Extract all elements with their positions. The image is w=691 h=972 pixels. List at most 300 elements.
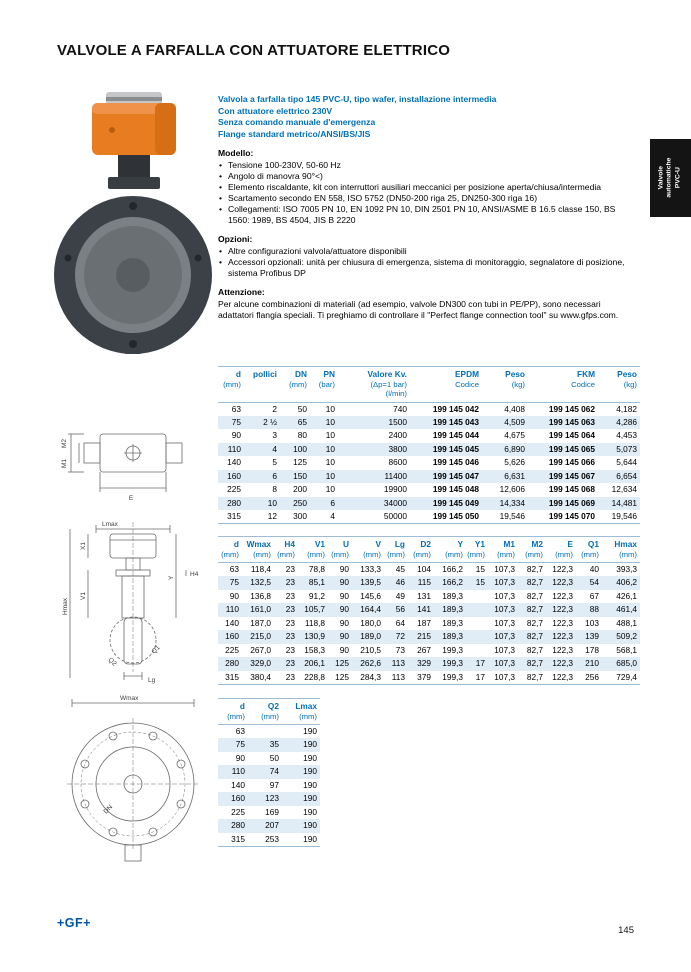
order-data-table: [218, 366, 640, 524]
dim-label-h4: H4: [190, 571, 199, 578]
column-header: V1 (mm): [307, 539, 325, 559]
table-cell: 49: [395, 590, 405, 601]
table-cell: 190: [303, 793, 317, 803]
table-header-row: [218, 699, 320, 725]
heading-line: Valvola a farfalla tipo 145 PVC-U, tipo wafer, installazione intermedia: [218, 94, 497, 104]
table-cell: 160: [225, 631, 239, 641]
table-cell: 206,1: [304, 658, 325, 668]
table-cell: 122,3: [552, 644, 573, 655]
table-cell: 118,4: [250, 564, 271, 574]
table-cell: 46: [395, 577, 405, 587]
table-cell: 122,3: [552, 564, 573, 574]
dim-label-dn: DN: [102, 803, 115, 816]
table-cell: 113: [391, 658, 405, 668]
table-cell: 189,0: [360, 631, 381, 641]
q2-lmax-table: [218, 698, 320, 847]
table-cell: 107,3: [494, 658, 515, 668]
table-row: [218, 576, 640, 590]
table-cell: 91,2: [308, 590, 325, 601]
list-item: • Scartamento secondo EN 558, ISO 5752 (DN50-200 riga 25, DN250-300 riga 16): [218, 193, 636, 204]
page-number: 145: [618, 925, 634, 936]
table-cell: 140: [227, 457, 241, 467]
table-cell: 107,3: [494, 617, 515, 628]
sidebar-tab-line: automatiche: [666, 157, 674, 199]
table-cell: 199 145 045: [432, 443, 479, 454]
table-row: [218, 443, 640, 457]
table-cell: 122,3: [552, 577, 573, 587]
table-row: [218, 590, 640, 604]
table-cell: 12: [267, 511, 277, 521]
column-header: H4 (mm): [277, 539, 295, 559]
dim-label-lmax: Lmax: [102, 521, 118, 528]
table-cell: 189,3: [442, 604, 463, 614]
table-cell: 190: [303, 739, 317, 749]
table-cell: 90: [339, 644, 349, 655]
table-row: [218, 725, 320, 739]
sidebar-tab[interactable]: [650, 139, 691, 217]
valve-photo-graphic: [54, 88, 212, 363]
table-cell: 56: [395, 604, 405, 614]
table-cell: 199 145 067: [548, 470, 595, 481]
table-cell: 105,7: [304, 604, 325, 614]
table-cell: 4,286: [616, 416, 637, 427]
table-cell: 199 145 050: [432, 511, 479, 521]
table-cell: 90: [339, 577, 349, 587]
column-header: Y (mm): [445, 539, 463, 559]
table-cell: 10: [325, 484, 335, 494]
table-cell: 284,3: [360, 671, 381, 682]
list-item: • Angolo di manovra 90°<): [218, 171, 636, 182]
column-header: pollici: [253, 369, 277, 379]
table-cell: 23: [285, 604, 295, 614]
table-cell: 141: [417, 604, 431, 614]
table-cell: 6,631: [504, 470, 525, 481]
table-cell: 125: [293, 457, 307, 467]
table-cell: 82,7: [526, 644, 543, 655]
table-cell: 145,6: [360, 590, 381, 601]
table-cell: 207: [265, 820, 279, 830]
list-item: • Elemento riscaldante, kit con interruttori ausiliari meccanici per posizione aperta/chiusa/intermedia: [218, 182, 636, 193]
table-cell: 6,890: [504, 443, 525, 454]
table-cell: 140: [231, 779, 245, 790]
column-header: E (mm): [555, 539, 573, 559]
table-cell: 19,546: [611, 511, 637, 521]
table-cell: 45: [395, 564, 405, 574]
table-cell: 104: [417, 564, 431, 574]
table-cell: 225: [225, 644, 239, 655]
column-header: EPDM Codice: [455, 369, 479, 389]
table-cell: 67: [589, 590, 599, 601]
list-item: • Tensione 100-230V, 50-60 Hz: [218, 160, 636, 171]
table-cell: 5: [272, 457, 277, 467]
table-cell: 90: [235, 752, 245, 763]
table-cell: 199 145 066: [548, 457, 595, 467]
table-cell: 406,2: [616, 577, 637, 587]
table-row: [218, 617, 640, 631]
table-row: [218, 657, 640, 671]
table-cell: 8: [272, 484, 277, 494]
table-row: [218, 603, 640, 617]
column-header: d (mm): [223, 369, 241, 389]
table-cell: [466, 617, 488, 631]
table-row: [218, 429, 640, 443]
heading-line: Senza comando manuale d'emergenza: [218, 117, 376, 127]
table-cell: 90: [339, 604, 349, 614]
column-header: U (mm): [331, 539, 349, 559]
table-cell: 82,7: [526, 631, 543, 641]
table-cell: [248, 725, 282, 739]
table-cell: 380,4: [250, 671, 271, 682]
table-cell: 250: [293, 497, 307, 508]
product-photo: [54, 88, 212, 363]
table-row: [218, 752, 320, 766]
table-cell: 107,3: [494, 604, 515, 614]
column-header: Q2 (mm): [261, 701, 279, 721]
table-cell: 82,7: [526, 604, 543, 614]
table-cell: [466, 590, 488, 604]
sidebar-tab-line: Valvole: [657, 166, 665, 190]
dimension-drawing-side: [58, 520, 208, 695]
table-cell: 11400: [384, 470, 407, 481]
table-cell: 2400: [388, 430, 407, 440]
table-cell: 97: [269, 779, 279, 790]
table-cell: 131: [417, 590, 431, 601]
table-cell: 107,3: [494, 564, 515, 574]
column-header: DN (mm): [289, 369, 307, 389]
table-cell: 6,654: [616, 470, 637, 481]
table-cell: 100: [293, 443, 307, 454]
dim-label-v1: V1: [80, 592, 87, 600]
table-cell: 267: [417, 644, 431, 655]
table-cell: 63: [231, 403, 241, 414]
table-cell: 5,644: [616, 457, 637, 467]
table-cell: 166,2: [442, 577, 463, 587]
opzioni-label: Opzioni:: [218, 234, 253, 244]
drawing-face-graphic: [58, 692, 208, 864]
column-header: D2 (mm): [413, 539, 431, 559]
table-cell: 215,0: [250, 631, 271, 641]
table-row: [218, 792, 320, 806]
column-header: Lmax (mm): [295, 701, 317, 721]
dim-label-hmax: Hmax: [62, 598, 69, 615]
table-cell: 3: [272, 430, 277, 440]
table-cell: 164,4: [360, 604, 381, 614]
table-cell: 187: [417, 617, 431, 628]
table-cell: 190: [303, 766, 317, 776]
table-cell: 12,634: [611, 484, 637, 494]
table-cell: 103: [585, 617, 599, 628]
sidebar-tab-line: PVC-U: [674, 167, 682, 189]
table-cell: 5,626: [504, 457, 525, 467]
table-row: [218, 470, 640, 484]
table-cell: 75: [231, 416, 241, 427]
table-row: [218, 738, 320, 752]
table-cell: 10: [325, 443, 335, 454]
table-cell: 10: [325, 470, 335, 481]
table-cell: 267,0: [250, 644, 271, 655]
table-cell: 23: [285, 658, 295, 668]
list-item: • Collegamenti: ISO 7005 PN 10, EN 1092 PN 10, DIN 2501 PN 10, ANSI/ASME B 16.5 classe 150, BS 1560: 1989, BS 4504, JIS B 2220: [218, 204, 636, 226]
table-cell: 199 145 063: [548, 416, 595, 427]
table-cell: 64: [395, 617, 405, 628]
table-row: [218, 644, 640, 658]
sidebar-tab-label: [658, 158, 683, 198]
actuator: [92, 92, 176, 155]
column-header: Lg (mm): [387, 539, 405, 559]
table-cell: 122,3: [552, 631, 573, 641]
table-cell: 5,073: [616, 443, 637, 454]
table-cell: 90: [339, 631, 349, 641]
table-cell: [466, 644, 488, 658]
table-cell: 189,3: [442, 617, 463, 628]
table-cell: 23: [285, 671, 295, 682]
table-cell: 23: [285, 617, 295, 628]
dim-label-y: Y: [168, 575, 175, 580]
table-cell: 199 145 043: [432, 416, 479, 427]
table-cell: 199 145 046: [432, 457, 479, 467]
column-header: Q1 (mm): [581, 539, 599, 559]
table-cell: 118,8: [304, 617, 325, 628]
modello-label: Modello:: [218, 148, 254, 158]
table-header-row: [218, 367, 640, 403]
column-header: Hmax (mm): [614, 539, 637, 559]
table-cell: 82,7: [526, 577, 543, 587]
table-cell: 2 ½: [263, 416, 277, 427]
table-cell: 568,1: [616, 644, 637, 655]
table-cell: 729,4: [616, 671, 637, 682]
table-cell: 215: [417, 631, 431, 641]
table-cell: 23: [285, 644, 295, 655]
table-cell: 107,3: [494, 644, 515, 655]
table-row: [218, 765, 320, 779]
dim-label-e: E: [128, 495, 134, 502]
table-row: [218, 779, 320, 793]
table-cell: 199 145 048: [432, 484, 479, 494]
table-cell: 190: [303, 833, 317, 844]
table-cell: 19,546: [499, 511, 525, 521]
table-cell: 110: [231, 766, 245, 776]
table-cell: 107,3: [494, 631, 515, 641]
table-cell: 160: [231, 793, 245, 803]
table-cell: 50000: [383, 511, 407, 521]
table-cell: 4: [330, 511, 335, 521]
table-row: [218, 563, 640, 577]
table-cell: 189,3: [442, 631, 463, 641]
table-cell: 72: [395, 631, 405, 641]
product-description: [218, 94, 636, 321]
table-cell: 85,1: [308, 577, 325, 587]
dim-label-lg: Lg: [148, 677, 156, 684]
dim-label-x1: X1: [80, 542, 87, 550]
table-cell: 140: [225, 617, 239, 628]
table-cell: 3800: [388, 443, 407, 454]
table-cell: 75: [235, 739, 245, 749]
table-cell: 225: [231, 806, 245, 817]
table-cell: 82,7: [526, 617, 543, 628]
table-cell: 190: [303, 779, 317, 790]
table-row: [218, 806, 320, 820]
table-cell: 122,3: [552, 671, 573, 682]
table-cell: 4,182: [616, 403, 637, 414]
table-cell: 17: [475, 658, 485, 668]
valve-body: [54, 196, 212, 354]
table-cell: 315: [231, 833, 245, 844]
table-cell: 10: [325, 403, 335, 414]
column-header: Valore Kv. (Δp=1 bar) (l/min): [367, 369, 407, 398]
attenzione-label: Attenzione:: [218, 287, 265, 297]
table-cell: 90: [339, 564, 349, 574]
table-cell: 199 145 042: [432, 403, 479, 414]
table-cell: 40: [589, 564, 599, 574]
column-header: M2 (mm): [525, 539, 543, 559]
table-cell: 740: [393, 403, 407, 414]
table-cell: 63: [235, 726, 245, 736]
table-cell: 315: [225, 671, 239, 682]
table-cell: 280: [227, 497, 241, 508]
dim-label-wmax: Wmax: [120, 695, 139, 702]
table-cell: 14,481: [611, 497, 637, 508]
dimension-drawing-front: [58, 418, 208, 511]
column-header: M1 (mm): [497, 539, 515, 559]
product-heading: [218, 94, 636, 140]
column-header: d (mm): [221, 539, 239, 559]
table-cell: 199 145 049: [432, 497, 479, 508]
table-cell: 199 145 047: [432, 470, 479, 481]
table-cell: 75: [229, 577, 239, 587]
table-cell: 78,8: [308, 564, 325, 574]
table-cell: 166,2: [442, 564, 463, 574]
table-cell: 122,3: [552, 604, 573, 614]
table-cell: 133,3: [360, 564, 381, 574]
table-cell: 315: [227, 511, 241, 521]
table-cell: 82,7: [526, 658, 543, 668]
table-cell: 199 145 070: [548, 511, 595, 521]
table-cell: 10: [325, 416, 335, 427]
table-cell: 4,509: [504, 416, 525, 427]
heading-line: Con attuatore elettrico 230V: [218, 105, 333, 116]
table-cell: 199,3: [442, 671, 463, 682]
table-cell: 300: [293, 511, 307, 521]
table-cell: 115: [417, 577, 431, 587]
table-cell: 90: [229, 590, 239, 601]
table-cell: 253: [265, 833, 279, 844]
table-cell: 122,3: [552, 590, 573, 601]
table-row: [218, 671, 640, 685]
table-cell: 125: [335, 671, 349, 682]
table-cell: 34000: [383, 497, 407, 508]
table-cell: [466, 630, 488, 644]
table-cell: 262,6: [360, 658, 381, 668]
dim-label-m2: M2: [61, 438, 68, 448]
table-cell: 123: [265, 793, 279, 803]
table-cell: 2: [272, 403, 277, 414]
valve-neck: [108, 155, 160, 189]
table-cell: 50: [269, 752, 279, 763]
table-cell: 12,606: [499, 484, 525, 494]
table-row: [218, 497, 640, 511]
column-header: V (mm): [363, 539, 381, 559]
table-cell: 509,2: [616, 631, 637, 641]
table-cell: 80: [297, 430, 307, 440]
table-cell: 107,3: [494, 577, 515, 587]
table-cell: 685,0: [616, 658, 637, 668]
attenzione-text: Per alcune combinazioni di materiali (ad esempio, valvole DN300 con tubi in PE/PP), sono necessari adattatori flangia speciali. Ti preghiamo di controllare il "Perfect flange connection tool" su www.gfps.com.: [218, 299, 619, 320]
table-cell: 178: [585, 644, 599, 655]
drawing-side-graphic: [58, 520, 208, 690]
table-cell: 158,3: [304, 644, 325, 655]
table-cell: 210,5: [360, 644, 381, 655]
table-cell: 23: [285, 631, 295, 641]
table-cell: 90: [231, 430, 241, 440]
list-item: • Altre configurazioni valvola/attuatore disponibili: [218, 246, 636, 257]
table-cell: 160: [227, 470, 241, 481]
table-cell: 14,334: [499, 497, 525, 508]
table-cell: 210: [585, 658, 599, 668]
table-cell: 82,7: [526, 590, 543, 601]
table-cell: 4: [272, 443, 277, 454]
dimension-drawing-face: [58, 692, 208, 869]
table-cell: 393,3: [616, 564, 637, 574]
table-cell: 461,4: [616, 604, 637, 614]
table-cell: 329: [417, 658, 431, 668]
table-row: [218, 402, 640, 416]
modello-list: [218, 160, 636, 226]
table-cell: 180,0: [360, 617, 381, 628]
table-cell: 10: [325, 457, 335, 467]
table-cell: 54: [589, 577, 599, 587]
table-cell: 88: [589, 604, 599, 614]
table-cell: 50: [297, 403, 307, 414]
table-row: [218, 456, 640, 470]
table-row: [218, 510, 640, 524]
table-cell: 200: [293, 484, 307, 494]
table-cell: 63: [229, 564, 239, 574]
table-cell: 4,675: [504, 430, 525, 440]
table-cell: [466, 603, 488, 617]
table-cell: 280: [225, 658, 239, 668]
table-cell: 74: [269, 766, 279, 776]
column-header: Y1 (mm): [467, 539, 485, 559]
column-header: Peso (kg): [617, 369, 637, 389]
table-cell: 35: [269, 739, 279, 749]
table-cell: 90: [339, 590, 349, 601]
table-cell: 199 145 068: [548, 484, 595, 494]
list-item: • Accessori opzionali: unità per chiusura di emergenza, sistema di monitoraggio, segnalatore di posizione, sistema Profibus DP: [218, 257, 636, 279]
table-cell: 161,0: [250, 604, 271, 614]
table-cell: 122,3: [552, 617, 573, 628]
table-cell: 199 145 044: [432, 430, 479, 440]
table-cell: 199 145 062: [548, 403, 595, 414]
table-cell: 329,0: [250, 658, 271, 668]
table-cell: 113: [391, 671, 405, 682]
table-cell: 199,3: [442, 658, 463, 668]
table-cell: 130,9: [304, 631, 325, 641]
table-cell: 199 145 065: [548, 443, 595, 454]
gf-logo: +GF+: [57, 916, 91, 930]
table-cell: 15: [475, 577, 485, 587]
dim-label-m1: M1: [61, 458, 68, 468]
table-cell: 19900: [383, 484, 407, 494]
table-cell: 10: [267, 497, 277, 508]
column-header: Wmax (mm): [246, 539, 271, 559]
table-cell: 189,3: [442, 590, 463, 601]
table-cell: 1500: [388, 416, 407, 427]
table-header-row: [218, 537, 640, 563]
table-cell: 199,3: [442, 644, 463, 655]
table-cell: 228,8: [304, 671, 325, 682]
table-row: [218, 833, 320, 847]
table-cell: 379: [417, 671, 431, 682]
